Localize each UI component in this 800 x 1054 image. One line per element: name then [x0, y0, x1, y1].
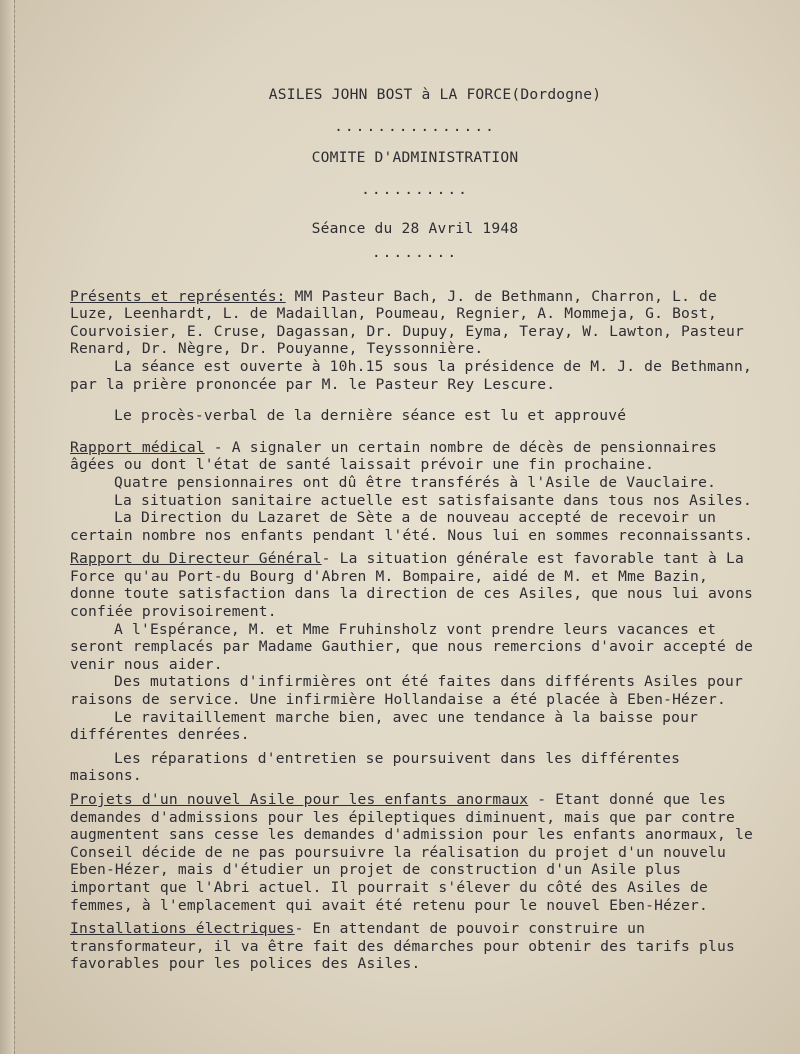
- separator: ..........: [361, 180, 469, 198]
- medical-report-label: Rapport médical: [70, 438, 205, 456]
- separator: ...............: [334, 117, 496, 135]
- supplies-note: Le ravitaillement marche bien, avec une tendance à la baisse pour différentes denrées.: [70, 708, 699, 744]
- repairs-note: Les réparations d'entretien se poursuivent dans les différentes maisons.: [70, 749, 681, 785]
- medical-report-text: - A signaler un certain nombre de décès de pensionnaires âgées ou dont l'état de santé laissait prévoir une fin prochaine.: [70, 438, 718, 474]
- committee-heading: COMITE D'ADMINISTRATION: [311, 149, 519, 167]
- minutes-approval: Le procès-verbal de la dernière séance est lu et approuvé: [114, 407, 627, 425]
- attendees-paragraph: [70, 288, 760, 358]
- projects-text: - Etant donné que les demandes d'admissions pour les épileptiques diminuent, mais que par contre augmentent sans cesse les demandes d'admission pour les enfants anormaux, le Conseil décide de ne pas poursuivre la réalisation du projet d'un nouvelu Eben-Hézer, mais d'étudier un projet de construction d'un Asile plus important que l'Abri actuel. Il pourrait s'élever du côté des Asiles de femmes, à l'emplacement qui avait été retenu pour le nouvel Eben-Hézer.: [70, 791, 753, 914]
- attendees-label: Présents et représentés:: [70, 287, 286, 305]
- projects-label: Projets d'un nouvel Asile pour les enfants anormaux: [70, 791, 529, 808]
- nurse-mutations: Des mutations d'infirmières ont été faites dans différents Asiles pour raisons de service. Une infirmière Hollandaise a été placée à Eben-Hézer.: [70, 673, 744, 709]
- electrical-text: - En attendant de pouvoir construire un transformateur, il va être fait des démarches pour obtenir des tarifs plus favorables pour les polices des Asiles.: [70, 920, 735, 973]
- institution-title: ASILES JOHN BOST à LA FORCE(Dordogne): [268, 86, 602, 103]
- electrical-label: Installations électriques: [70, 920, 295, 938]
- document-body: [70, 86, 760, 973]
- lazaret-note: La Direction du Lazaret de Sète a de nouveau accepté de recevoir un certain nombre nos enfants pendant l'été. Nous lui en sommes reconnaissants.: [70, 509, 753, 544]
- opening-paragraph: La séance est ouverte à 10h.15 sous la présidence de M. J. de Bethmann, par la prière prononcée par M. le Pasteur Rey Lescure.: [70, 357, 753, 393]
- director-report-paragraph: [70, 550, 760, 620]
- medical-transfers: Quatre pensionnaires ont dû être transférés à l'Asile de Vauclaire.: [114, 473, 717, 491]
- attendees-list: MM Pasteur Bach, J. de Bethmann, Charron, L. de Luze, Leenhardt, L. de Madaillan, Poumeau, Regnier, A. Mommeja, G. Bost, Courvoisier, E. Cruse, Dagassan, Dr. Dupuy, Eyma, Teray, W. Lawton, Pasteur Renard, Dr. Nègre, Dr. Pouyanne, Teyssonnière.: [70, 287, 744, 358]
- director-report-label: Rapport du Directeur Général: [70, 550, 322, 568]
- director-report-text: - La situation générale est favorable tant à La Force qu'au Port-du Bourg d'Abren M. Bompaire, aidé de M. et Mme Bazin, donne toute satisfaction dans la direction de ces Asiles, que nous lui avons confiée provisoirement.: [70, 550, 753, 621]
- esperance-note: A l'Espérance, M. et Mme Fruhinsholz vont prendre leurs vacances et seront remplacés par Madame Gauthier, que nous remercions d'avoir accepté de venir nous aider.: [70, 620, 753, 673]
- medical-report-paragraph: [70, 439, 760, 474]
- page-left-edge: [0, 0, 15, 1054]
- projects-paragraph: [70, 791, 760, 914]
- session-date: Séance du 28 Avril 1948: [311, 220, 519, 238]
- separator: ........: [371, 243, 459, 261]
- medical-situation: La situation sanitaire actuelle est satisfaisante dans tous nos Asiles.: [114, 491, 753, 509]
- electrical-paragraph: [70, 920, 760, 973]
